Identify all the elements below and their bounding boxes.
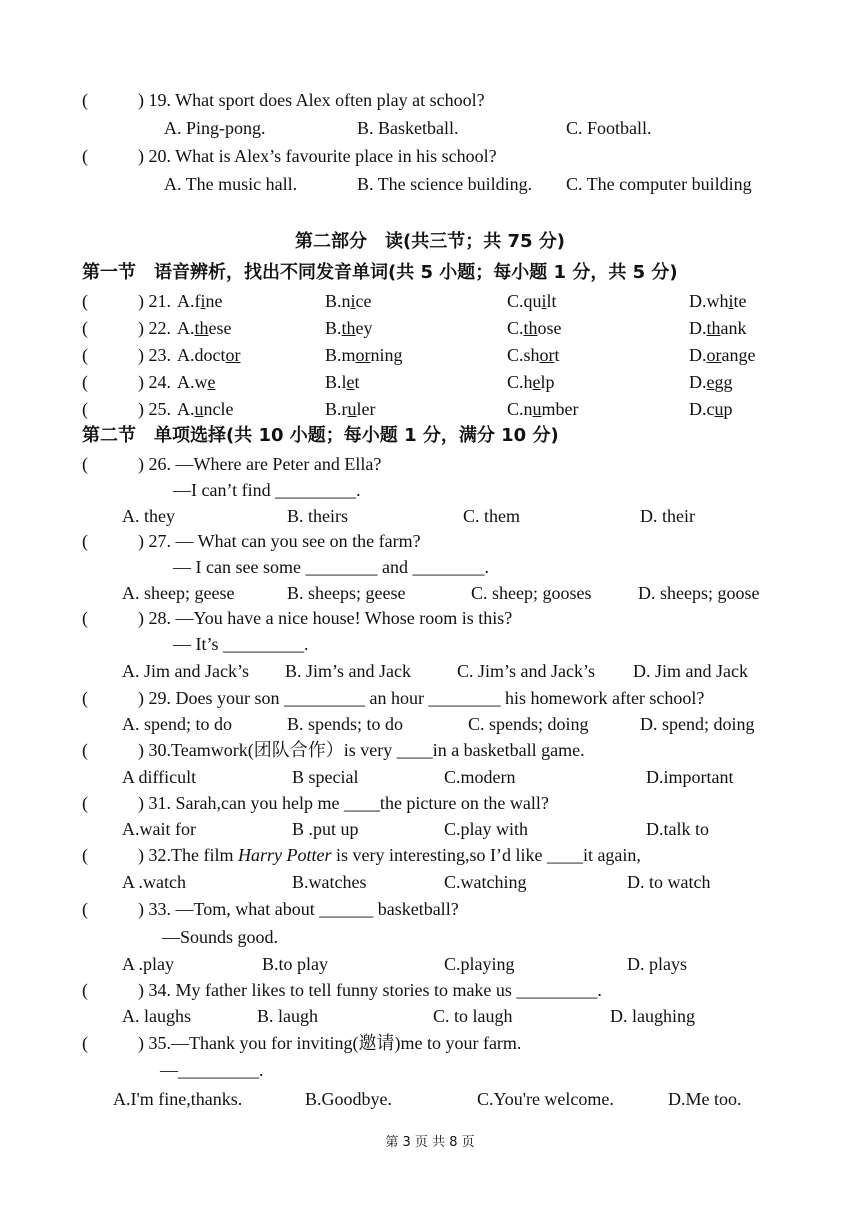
- question-29: [82, 687, 705, 709]
- q26-option-a[interactable]: A. they: [122, 506, 175, 526]
- page-number: 第 3 页 共 8 页: [385, 1135, 475, 1150]
- q26-option-c[interactable]: C. them: [463, 506, 520, 526]
- answer-paren[interactable]: (: [82, 608, 88, 628]
- q31-option-d[interactable]: D.talk to: [646, 819, 709, 839]
- q28-option-c[interactable]: C. Jim’s and Jack’s: [457, 661, 595, 681]
- question-30: [82, 739, 585, 761]
- q28-option-b[interactable]: B. Jim’s and Jack: [285, 661, 411, 681]
- q34-option-d[interactable]: D. laughing: [610, 1006, 695, 1026]
- q34-option-c[interactable]: C. to laugh: [433, 1006, 513, 1026]
- q30-option-c[interactable]: C.modern: [444, 767, 516, 787]
- answer-paren[interactable]: (: [82, 372, 88, 392]
- question-number: ) 24.: [138, 372, 171, 392]
- option-c[interactable]: C.those: [507, 318, 562, 338]
- q32-option-d[interactable]: D. to watch: [627, 872, 711, 892]
- answer-paren[interactable]: (: [82, 899, 88, 919]
- q32-option-c[interactable]: C.watching: [444, 872, 527, 892]
- q27-option-c[interactable]: C. sheep; gooses: [471, 583, 592, 603]
- answer-paren[interactable]: (: [82, 146, 88, 166]
- question-text: ) 32.The film Harry Potter is very interesting,so I’d like ____it again,: [138, 845, 641, 865]
- option-d[interactable]: D.thank: [689, 318, 747, 338]
- q29-option-b[interactable]: B. spends; to do: [287, 714, 404, 734]
- question-text: ) 20. What is Alex’s favourite place in his school?: [138, 146, 497, 166]
- question-25: [82, 398, 733, 420]
- option-b[interactable]: B.ruler: [325, 399, 376, 419]
- answer-paren[interactable]: (: [82, 980, 88, 1000]
- q29-option-a[interactable]: A. spend; to do: [122, 714, 232, 734]
- question-21: [82, 290, 747, 312]
- answer-paren[interactable]: (: [82, 345, 88, 365]
- q35-option-c[interactable]: C.You're welcome.: [477, 1089, 614, 1109]
- option-a[interactable]: A.we: [177, 372, 216, 392]
- answer-paren[interactable]: (: [82, 454, 88, 474]
- option-d[interactable]: D.egg: [689, 372, 733, 392]
- question-27: [82, 530, 421, 552]
- option-d[interactable]: D.cup: [689, 399, 733, 419]
- answer-paren[interactable]: (: [82, 1033, 88, 1053]
- q35-option-b[interactable]: B.Goodbye.: [305, 1089, 392, 1109]
- answer-paren[interactable]: (: [82, 291, 88, 311]
- q31-option-c[interactable]: C.play with: [444, 819, 528, 839]
- q27-option-d[interactable]: D. sheeps; goose: [638, 583, 760, 603]
- question-text: ) 35.—Thank you for inviting(邀请)me to your farm.: [138, 1033, 522, 1053]
- option-c[interactable]: C.quilt: [507, 291, 557, 311]
- q33-option-a[interactable]: A .play: [122, 954, 174, 974]
- film-title: Harry Potter: [237, 845, 332, 865]
- option-c[interactable]: C.short: [507, 345, 560, 365]
- q33-option-d[interactable]: D. plays: [627, 954, 687, 974]
- option-c[interactable]: C.help: [507, 372, 555, 392]
- section1-title: 第一节 语音辨析，找出不同发音单词(共 5 小题；每小题 1 分，共 5 分): [82, 262, 678, 283]
- question-35: [82, 1032, 522, 1054]
- question-text: ) 28. —You have a nice house! Whose room is this?: [138, 608, 513, 628]
- q35-option-a[interactable]: A.I'm fine,thanks.: [113, 1089, 243, 1109]
- question-text: ) 33. —Tom, what about ______ basketball?: [138, 899, 459, 919]
- question-23: [82, 344, 756, 366]
- answer-paren[interactable]: (: [82, 318, 88, 338]
- q35-option-d[interactable]: D.Me too.: [668, 1089, 742, 1109]
- question-31: [82, 792, 549, 814]
- question-24: [82, 371, 733, 393]
- q34-option-a[interactable]: A. laughs: [122, 1006, 191, 1026]
- q29-option-d[interactable]: D. spend; doing: [640, 714, 755, 734]
- answer-paren[interactable]: (: [82, 793, 88, 813]
- q20-option-b[interactable]: B. The science building.: [357, 174, 533, 194]
- question-text: ) 19. What sport does Alex often play at school?: [138, 90, 485, 110]
- q20-option-a[interactable]: A. The music hall.: [164, 174, 298, 194]
- answer-paren[interactable]: (: [82, 90, 88, 110]
- answer-paren[interactable]: (: [82, 531, 88, 551]
- question-number: ) 21.: [138, 291, 171, 311]
- question-20: [82, 145, 497, 167]
- q28-option-a[interactable]: A. Jim and Jack’s: [122, 661, 249, 681]
- question-22: [82, 317, 747, 339]
- q19-option-b[interactable]: B. Basketball.: [357, 118, 459, 138]
- option-a[interactable]: A.fine: [177, 291, 223, 311]
- q26-option-d[interactable]: D. their: [640, 506, 695, 526]
- option-b[interactable]: B.they: [325, 318, 373, 338]
- q28-option-d[interactable]: D. Jim and Jack: [633, 661, 748, 681]
- question-28: [82, 607, 513, 629]
- option-b[interactable]: B.morning: [325, 345, 403, 365]
- part2-title: 第二部分 读(共三节；共 75 分): [294, 231, 566, 252]
- q30-option-b[interactable]: B special: [292, 767, 359, 787]
- q30-option-d[interactable]: D.important: [646, 767, 734, 787]
- question-34: [82, 979, 602, 1001]
- q31-option-a[interactable]: A.wait for: [122, 819, 196, 839]
- q27-line2: — I can see some ________ and ________.: [173, 557, 489, 577]
- option-a[interactable]: A.uncle: [177, 399, 234, 419]
- q20-option-c[interactable]: C. The computer building: [566, 174, 752, 194]
- option-c[interactable]: C.number: [507, 399, 579, 419]
- answer-paren[interactable]: (: [82, 845, 88, 865]
- question-text: ) 30.Teamwork(团队合作）is very ____in a basketball game.: [138, 740, 585, 760]
- question-text: ) 27. — What can you see on the farm?: [138, 531, 421, 551]
- question-number: ) 23.: [138, 345, 171, 365]
- q30-option-a[interactable]: A difficult: [122, 767, 197, 787]
- q29-option-c[interactable]: C. spends; doing: [468, 714, 589, 734]
- answer-paren[interactable]: (: [82, 399, 88, 419]
- q28-line2: — It’s _________.: [173, 634, 309, 654]
- question-text: ) 26. —Where are Peter and Ella?: [138, 454, 382, 474]
- q19-option-a[interactable]: A. Ping-pong.: [164, 118, 266, 138]
- option-b[interactable]: B.nice: [325, 291, 372, 311]
- question-text: ) 34. My father likes to tell funny stories to make us _________.: [138, 980, 602, 1000]
- question-32: [82, 844, 641, 866]
- q31-option-b[interactable]: B .put up: [292, 819, 359, 839]
- q33-option-c[interactable]: C.playing: [444, 954, 515, 974]
- question-26: [82, 453, 382, 475]
- option-a[interactable]: A.doctor: [177, 345, 241, 365]
- q32-option-b[interactable]: B.watches: [292, 872, 367, 892]
- question-number: ) 22.: [138, 318, 171, 338]
- option-d[interactable]: D.white: [689, 291, 747, 311]
- q33-line2: —Sounds good.: [162, 927, 279, 947]
- q19-option-c[interactable]: C. Football.: [566, 118, 652, 138]
- q27-option-b[interactable]: B. sheeps; geese: [287, 583, 406, 603]
- q34-option-b[interactable]: B. laugh: [257, 1006, 318, 1026]
- q35-line2: —_________.: [160, 1060, 264, 1080]
- answer-paren[interactable]: (: [82, 740, 88, 760]
- question-number: ) 25.: [138, 399, 171, 419]
- option-a[interactable]: A.these: [177, 318, 232, 338]
- question-text: ) 29. Does your son _________ an hour ________ his homework after school?: [138, 688, 705, 708]
- option-b[interactable]: B.let: [325, 372, 360, 392]
- q26-option-b[interactable]: B. theirs: [287, 506, 348, 526]
- question-19: [82, 89, 485, 111]
- question-33: [82, 898, 459, 920]
- q33-option-b[interactable]: B.to play: [262, 954, 328, 974]
- option-d[interactable]: D.orange: [689, 345, 756, 365]
- question-text: ) 31. Sarah,can you help me ____the picture on the wall?: [138, 793, 549, 813]
- q27-option-a[interactable]: A. sheep; geese: [122, 583, 235, 603]
- section2-title: 第二节 单项选择(共 10 小题；每小题 1 分，满分 10 分): [82, 425, 559, 446]
- q32-option-a[interactable]: A .watch: [122, 872, 186, 892]
- q26-line2: —I can’t find _________.: [173, 480, 361, 500]
- answer-paren[interactable]: (: [82, 688, 88, 708]
